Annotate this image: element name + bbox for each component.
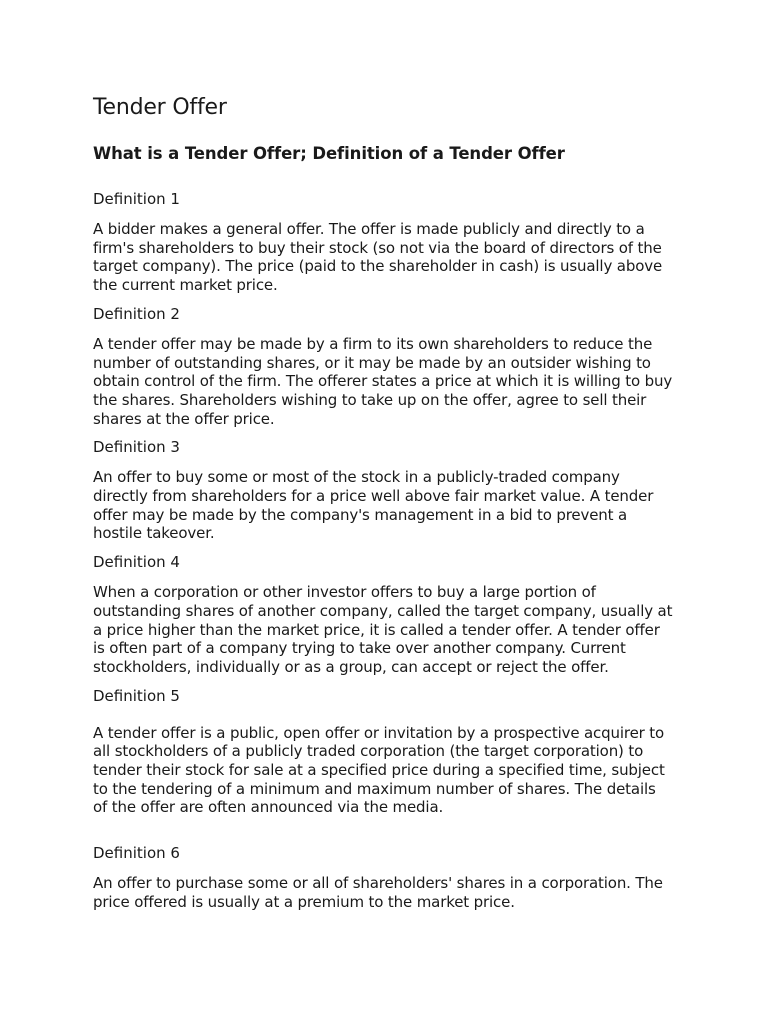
definition-3-text: An offer to buy some or most of the stock in a publicly-traded company directly from shareholders for a price well above fair market value. A tender offer may be made by the company's management in a bid to prevent a hostile takeover.	[93, 468, 654, 543]
definition-6-text: An offer to purchase some or all of shareholders' shares in a corporation. The price offered is usually at a premium to the market price.	[93, 874, 663, 911]
definition-5-text: A tender offer is a public, open offer or invitation by a prospective acquirer to all stockholders of a publicly traded corporation (the target corporation) to tender their stock for sale at a specified price during a specified time, subject to the tendering of a minimum and maximum number of shares. The details of the offer are often announced via the media.	[93, 723, 665, 817]
definition-4-heading: Definition 4	[93, 553, 180, 572]
definition-1-text: A bidder makes a general offer. The offer is made publicly and directly to a firm's shareholders to buy their stock (so not via the board of directors of the target company). The price (paid to the shareholder in cash) is usually above the current market price.	[93, 220, 663, 295]
document-content	[93, 94, 673, 912]
document-subtitle: What is a Tender Offer; Definition of a Tender Offer	[93, 144, 565, 163]
definition-1-heading: Definition 1	[93, 190, 180, 208]
definition-2-text: A tender offer may be made by a firm to its own shareholders to reduce the number of outstanding shares, or it may be made by an outsider wishing to obtain control of the firm. The offerer states a price at which it is willing to buy the shares. Shareholders wishing to take up on the offer, agree to sell their shares at the offer price.	[93, 334, 673, 428]
definition-4-text: When a corporation or other investor offers to buy a large portion of outstanding shares of another company, called the target company, usually at a price higher than the market price, it is called a tender offer. A tender offer is often part of a company trying to take over another company. Current stockholders, individually or as a group, can accept or reject the offer.	[93, 583, 673, 676]
definition-5-heading: Definition 5	[93, 686, 180, 705]
document-title: Tender Offer	[93, 95, 227, 120]
definition-2-heading: Definition 2	[93, 304, 180, 323]
definition-6-heading: Definition 6	[93, 844, 180, 863]
definition-3-heading: Definition 3	[93, 438, 180, 457]
